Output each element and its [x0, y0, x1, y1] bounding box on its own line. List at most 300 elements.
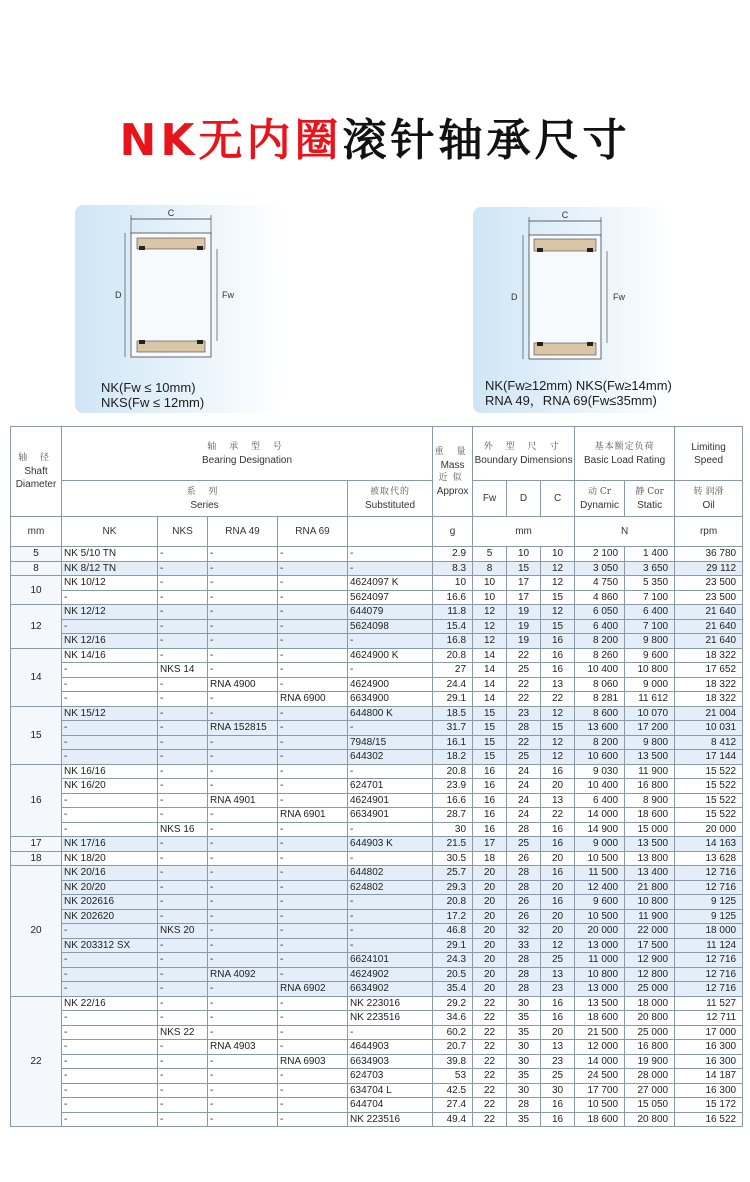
cell-mass: 16.6 [433, 590, 473, 605]
bearing-section-drawing [75, 205, 282, 380]
cell-nks: - [158, 576, 208, 591]
cell-d: 22 [507, 677, 541, 692]
cell-c: 13 [541, 1040, 575, 1055]
cell-cr: 8 281 [575, 692, 625, 707]
cell-c: 13 [541, 967, 575, 982]
cell-sub: 6634900 [348, 692, 433, 707]
cell-sub: - [348, 721, 433, 736]
cell-cor: 12 900 [625, 953, 675, 968]
cell-mass: 34.6 [433, 1011, 473, 1026]
cell-fw: 22 [473, 1083, 507, 1098]
unit-mm-dims: mm [473, 517, 575, 547]
cell-mass: 46.8 [433, 924, 473, 939]
table-row [11, 576, 743, 591]
cell-cr: 18 600 [575, 1011, 625, 1026]
cell-c: 25 [541, 1069, 575, 1084]
cell-nk: - [62, 967, 158, 982]
cell-cr: 3 050 [575, 561, 625, 576]
cell-cr: 11 000 [575, 953, 625, 968]
header-d: D [507, 481, 541, 517]
cell-shaft: 16 [11, 764, 62, 837]
header-mass: 重 量 Mass 近似 Approx [433, 427, 473, 517]
cell-rpm: 9 125 [675, 909, 743, 924]
table-row [11, 1112, 743, 1127]
cell-rna69: - [278, 1069, 348, 1084]
cell-rna49: - [208, 1083, 278, 1098]
cell-cr: 14 000 [575, 1054, 625, 1069]
cell-mass: 29.1 [433, 692, 473, 707]
cell-fw: 20 [473, 866, 507, 881]
cell-cor: 5 350 [625, 576, 675, 591]
cell-c: 16 [541, 822, 575, 837]
cell-d: 24 [507, 793, 541, 808]
cell-sub: - [348, 938, 433, 953]
cell-mass: 25.7 [433, 866, 473, 881]
header-bearing: 轴 承 型 号 Bearing Designation [62, 427, 433, 481]
cell-sub: - [348, 561, 433, 576]
cell-fw: 10 [473, 590, 507, 605]
cell-rna49: - [208, 619, 278, 634]
unit-nk: NK [62, 517, 158, 547]
cell-cr: 10 600 [575, 750, 625, 765]
cell-nk: NK 20/16 [62, 866, 158, 881]
cell-cor: 19 900 [625, 1054, 675, 1069]
cell-rna69: - [278, 1025, 348, 1040]
cell-rpm: 17 652 [675, 663, 743, 678]
cell-c: 13 [541, 677, 575, 692]
cell-d: 30 [507, 1040, 541, 1055]
cell-c: 23 [541, 1054, 575, 1069]
cell-c: 20 [541, 851, 575, 866]
table-row [11, 837, 743, 852]
cell-cr: 9 030 [575, 764, 625, 779]
cell-rna69: - [278, 605, 348, 620]
cell-rpm: 8 412 [675, 735, 743, 750]
cell-nks: - [158, 851, 208, 866]
cell-fw: 22 [473, 1112, 507, 1127]
table-row [11, 1040, 743, 1055]
cell-shaft: 12 [11, 605, 62, 649]
cell-rna49: - [208, 706, 278, 721]
cell-nk: NK 16/16 [62, 764, 158, 779]
cell-sub: NK 223016 [348, 996, 433, 1011]
cell-fw: 16 [473, 808, 507, 823]
cell-rna49: - [208, 764, 278, 779]
cell-d: 28 [507, 880, 541, 895]
cell-rna49: RNA 4901 [208, 793, 278, 808]
unit-mm: mm [11, 517, 62, 547]
cell-d: 35 [507, 1069, 541, 1084]
cell-fw: 16 [473, 793, 507, 808]
cell-sub: 644302 [348, 750, 433, 765]
cell-cor: 18 600 [625, 808, 675, 823]
table-row [11, 764, 743, 779]
cell-rna69: - [278, 938, 348, 953]
cell-nks: NKS 20 [158, 924, 208, 939]
table-row [11, 648, 743, 663]
cell-rna69: - [278, 1011, 348, 1026]
cell-rna49: - [208, 779, 278, 794]
cell-cr: 8 200 [575, 735, 625, 750]
cell-rpm: 21 640 [675, 619, 743, 634]
cell-rpm: 17 144 [675, 750, 743, 765]
cell-nks: - [158, 880, 208, 895]
header-speed: Limiting Speed [675, 427, 743, 481]
table-row [11, 866, 743, 881]
cell-cor: 1 400 [625, 547, 675, 562]
cell-nk: - [62, 1054, 158, 1069]
table-row [11, 706, 743, 721]
cell-cr: 9 600 [575, 895, 625, 910]
cell-rna69: - [278, 1040, 348, 1055]
table-row [11, 590, 743, 605]
cell-nks: - [158, 735, 208, 750]
cell-rna49: - [208, 851, 278, 866]
cell-nk: - [62, 750, 158, 765]
cell-cor: 17 500 [625, 938, 675, 953]
cell-fw: 22 [473, 1054, 507, 1069]
cell-mass: 20.8 [433, 764, 473, 779]
cell-rpm: 16 300 [675, 1083, 743, 1098]
cell-rpm: 9 125 [675, 895, 743, 910]
cell-c: 22 [541, 692, 575, 707]
cell-rna49: - [208, 909, 278, 924]
cell-sub: 4624901 [348, 793, 433, 808]
cell-cr: 13 600 [575, 721, 625, 736]
cell-shaft: 8 [11, 561, 62, 576]
cell-d: 30 [507, 996, 541, 1011]
table-row [11, 619, 743, 634]
cell-rna69: RNA 6902 [278, 982, 348, 997]
cell-nks: - [158, 1069, 208, 1084]
cell-c: 12 [541, 605, 575, 620]
cell-fw: 17 [473, 837, 507, 852]
cell-sub: 5624098 [348, 619, 433, 634]
cell-cr: 6 050 [575, 605, 625, 620]
cell-mass: 39.8 [433, 1054, 473, 1069]
cell-sub: 644704 [348, 1098, 433, 1113]
cell-shaft: 20 [11, 866, 62, 997]
cell-d: 35 [507, 1112, 541, 1127]
cell-cr: 14 900 [575, 822, 625, 837]
cell-mass: 60.2 [433, 1025, 473, 1040]
header-fw: Fw [473, 481, 507, 517]
cell-fw: 22 [473, 996, 507, 1011]
cell-sub: 4624902 [348, 967, 433, 982]
unit-g: g [433, 517, 473, 547]
cell-nk: NK 202616 [62, 895, 158, 910]
cell-nks: - [158, 764, 208, 779]
cell-cr: 8 060 [575, 677, 625, 692]
table-row [11, 793, 743, 808]
cell-mass: 17.2 [433, 909, 473, 924]
cell-rna49: - [208, 808, 278, 823]
cell-cr: 13 000 [575, 938, 625, 953]
cell-rpm: 12 716 [675, 880, 743, 895]
cell-mass: 28.7 [433, 808, 473, 823]
cell-sub: 644079 [348, 605, 433, 620]
cell-nks: - [158, 837, 208, 852]
cell-rpm: 16 300 [675, 1040, 743, 1055]
cell-rna49: - [208, 837, 278, 852]
cell-rna49: - [208, 924, 278, 939]
cell-nk: NK 8/12 TN [62, 561, 158, 576]
cell-shaft: 22 [11, 996, 62, 1127]
label-d: D [115, 290, 122, 300]
cell-rpm: 12 716 [675, 953, 743, 968]
unit-rpm: rpm [675, 517, 743, 547]
cell-mass: 16.8 [433, 634, 473, 649]
cell-cor: 9 000 [625, 677, 675, 692]
cell-cr: 4 860 [575, 590, 625, 605]
cell-sub: 624802 [348, 880, 433, 895]
cell-fw: 15 [473, 735, 507, 750]
cell-fw: 14 [473, 648, 507, 663]
cell-nks: - [158, 547, 208, 562]
cell-nk: NK 5/10 TN [62, 547, 158, 562]
cell-rna69: - [278, 634, 348, 649]
cell-shaft: 10 [11, 576, 62, 605]
table-row [11, 808, 743, 823]
cell-cr: 4 750 [575, 576, 625, 591]
cell-d: 28 [507, 721, 541, 736]
cell-d: 24 [507, 779, 541, 794]
cell-rna49: - [208, 561, 278, 576]
cell-cor: 9 800 [625, 634, 675, 649]
cell-cr: 10 500 [575, 909, 625, 924]
caption-line-1: NK(Fw≥12mm) NKS(Fw≥14mm) [485, 378, 672, 393]
cell-cr: 6 400 [575, 619, 625, 634]
unit-n: N [575, 517, 675, 547]
cell-rna69: - [278, 880, 348, 895]
cell-rna69: RNA 6901 [278, 808, 348, 823]
cell-nk: - [62, 692, 158, 707]
cell-c: 25 [541, 953, 575, 968]
cell-rna69: RNA 6903 [278, 1054, 348, 1069]
cell-cr: 21 500 [575, 1025, 625, 1040]
cell-rna69: - [278, 793, 348, 808]
cell-rpm: 23 500 [675, 590, 743, 605]
cell-d: 23 [507, 706, 541, 721]
cell-c: 15 [541, 590, 575, 605]
cell-rna69: - [278, 967, 348, 982]
cell-cor: 21 800 [625, 880, 675, 895]
cell-cr: 8 200 [575, 634, 625, 649]
cell-rna69: - [278, 547, 348, 562]
cell-nks: - [158, 721, 208, 736]
cell-fw: 10 [473, 576, 507, 591]
cell-nks: - [158, 1112, 208, 1127]
cell-c: 16 [541, 837, 575, 852]
cell-d: 19 [507, 634, 541, 649]
cell-rna69: - [278, 706, 348, 721]
cell-sub: 624703 [348, 1069, 433, 1084]
cell-mass: 2.9 [433, 547, 473, 562]
cell-cor: 25 000 [625, 982, 675, 997]
cell-shaft: 17 [11, 837, 62, 852]
cell-rna49: - [208, 735, 278, 750]
cell-cr: 9 000 [575, 837, 625, 852]
cell-mass: 27 [433, 663, 473, 678]
cell-rna49: - [208, 692, 278, 707]
cell-rpm: 20 000 [675, 822, 743, 837]
cell-d: 32 [507, 924, 541, 939]
bearing-section-drawing [473, 207, 675, 377]
cell-nks: - [158, 996, 208, 1011]
cell-rna69: - [278, 996, 348, 1011]
cell-mass: 42.5 [433, 1083, 473, 1098]
cell-rna69: - [278, 590, 348, 605]
unit-nks: NKS [158, 517, 208, 547]
cell-rna49: - [208, 895, 278, 910]
table-row [11, 967, 743, 982]
cell-cor: 7 100 [625, 619, 675, 634]
table-row [11, 982, 743, 997]
cell-nks: - [158, 1040, 208, 1055]
cell-nk: - [62, 721, 158, 736]
cell-mass: 24.3 [433, 953, 473, 968]
cell-mass: 10 [433, 576, 473, 591]
cell-nk: NK 22/16 [62, 996, 158, 1011]
cell-nk: NK 16/20 [62, 779, 158, 794]
header-c: C [541, 481, 575, 517]
cell-d: 19 [507, 605, 541, 620]
cell-c: 13 [541, 793, 575, 808]
cell-nk: - [62, 1025, 158, 1040]
cell-cr: 14 000 [575, 808, 625, 823]
cell-rpm: 18 000 [675, 924, 743, 939]
header-load: 基本额定负荷 Basic Load Rating [575, 427, 675, 481]
cell-rpm: 21 004 [675, 706, 743, 721]
cell-cor: 16 800 [625, 779, 675, 794]
cell-rna69: - [278, 837, 348, 852]
cell-cor: 15 050 [625, 1098, 675, 1113]
cell-sub: - [348, 924, 433, 939]
cell-nk: - [62, 1112, 158, 1127]
cell-rpm: 14 163 [675, 837, 743, 852]
cell-c: 16 [541, 895, 575, 910]
cell-nks: - [158, 895, 208, 910]
cell-cor: 17 200 [625, 721, 675, 736]
header-oil: 转 润滑 Oil [675, 481, 743, 517]
cell-nk: NK 17/16 [62, 837, 158, 852]
cell-nks: - [158, 953, 208, 968]
cell-fw: 20 [473, 924, 507, 939]
cell-sub: 644802 [348, 866, 433, 881]
cell-nks: - [158, 692, 208, 707]
caption-line-2: RNA 49，RNA 69(Fw≤35mm) [485, 393, 657, 408]
cell-nks: - [158, 619, 208, 634]
cell-nks: - [158, 561, 208, 576]
cell-rna49: - [208, 634, 278, 649]
cell-nk: - [62, 822, 158, 837]
cell-rna49: RNA 4092 [208, 967, 278, 982]
cell-rpm: 13 628 [675, 851, 743, 866]
cell-d: 28 [507, 967, 541, 982]
cell-rna49: - [208, 1069, 278, 1084]
cell-d: 28 [507, 982, 541, 997]
cell-nk: NK 18/20 [62, 851, 158, 866]
page-title: NK无内圈滚针轴承尺寸 [119, 115, 631, 166]
cell-d: 26 [507, 851, 541, 866]
cell-rna69: - [278, 866, 348, 881]
cell-c: 15 [541, 721, 575, 736]
cell-nks: - [158, 706, 208, 721]
cell-fw: 8 [473, 561, 507, 576]
cell-rpm: 17 000 [675, 1025, 743, 1040]
cell-rna69: - [278, 1083, 348, 1098]
cell-rna49: - [208, 590, 278, 605]
cell-c: 16 [541, 1011, 575, 1026]
cell-sub: - [348, 547, 433, 562]
cell-sub: 4644903 [348, 1040, 433, 1055]
cell-mass: 11.8 [433, 605, 473, 620]
cell-d: 30 [507, 1083, 541, 1098]
label-d: D [511, 292, 518, 302]
cell-rna69: - [278, 924, 348, 939]
table-row [11, 750, 743, 765]
cell-fw: 22 [473, 1025, 507, 1040]
header-shaft: 轴 径 Shaft Diameter [11, 427, 62, 517]
cell-sub: 6624101 [348, 953, 433, 968]
cell-shaft: 14 [11, 648, 62, 706]
cell-mass: 49.4 [433, 1112, 473, 1127]
cell-sub: 6634901 [348, 808, 433, 823]
cell-nks: - [158, 1083, 208, 1098]
cell-cr: 20 000 [575, 924, 625, 939]
cell-cor: 11 900 [625, 764, 675, 779]
cell-d: 28 [507, 953, 541, 968]
cell-cor: 10 070 [625, 706, 675, 721]
cell-nk: - [62, 982, 158, 997]
unit-rna69: RNA 69 [278, 517, 348, 547]
cell-rna49: - [208, 1025, 278, 1040]
cell-sub: - [348, 851, 433, 866]
cell-nks: - [158, 648, 208, 663]
cell-d: 28 [507, 1098, 541, 1113]
caption-line-2: NKS(Fw ≤ 12mm) [101, 395, 205, 410]
cell-cor: 12 800 [625, 967, 675, 982]
cell-d: 22 [507, 648, 541, 663]
cell-nk: - [62, 590, 158, 605]
cell-fw: 16 [473, 822, 507, 837]
cell-cor: 25 000 [625, 1025, 675, 1040]
cell-sub: 624701 [348, 779, 433, 794]
cell-nk: NK 14/16 [62, 648, 158, 663]
cell-rpm: 16 522 [675, 1112, 743, 1127]
cell-cor: 13 400 [625, 866, 675, 881]
cell-d: 19 [507, 619, 541, 634]
cell-cr: 10 400 [575, 663, 625, 678]
diagram-nk-small [75, 205, 282, 413]
cell-rna69: - [278, 779, 348, 794]
cell-c: 16 [541, 663, 575, 678]
table-row [11, 561, 743, 576]
cell-rna49: - [208, 648, 278, 663]
cell-nk: NK 15/12 [62, 706, 158, 721]
cell-rna49: - [208, 866, 278, 881]
cell-mass: 16.1 [433, 735, 473, 750]
cell-d: 26 [507, 909, 541, 924]
header-boundary: 外 型 尺 寸 Boundary Dimensions [473, 427, 575, 481]
cell-fw: 20 [473, 967, 507, 982]
cell-nks: - [158, 982, 208, 997]
table-row [11, 605, 743, 620]
cell-rpm: 12 716 [675, 982, 743, 997]
cell-cr: 10 800 [575, 967, 625, 982]
cell-sub: - [348, 764, 433, 779]
cell-d: 30 [507, 1054, 541, 1069]
